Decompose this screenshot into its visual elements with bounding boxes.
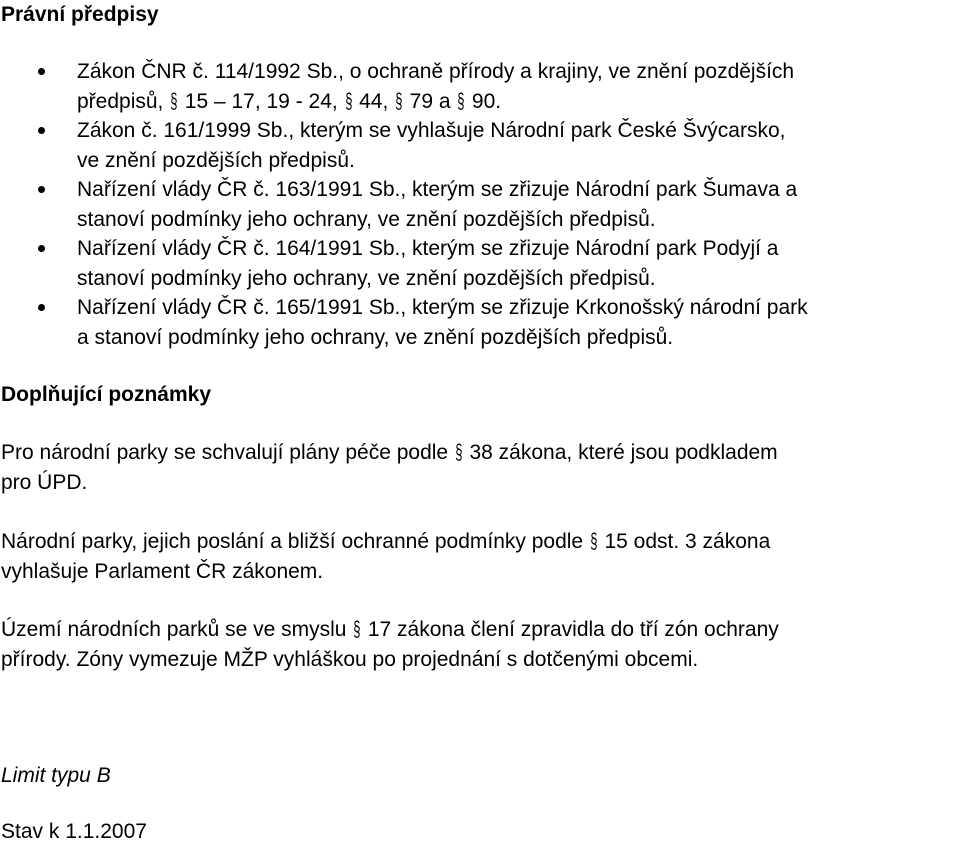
- note-text: vyhlašuje Parlament ČR zákonem.: [1, 559, 324, 583]
- list-item-line: stanoví podmínky jeho ochrany, ve znění pozdějších předpisů.: [77, 266, 656, 290]
- section-title-notes: Doplňující poznámky: [1, 383, 212, 406]
- list-item-fragment: 90.: [471, 89, 502, 113]
- list-item-line: Zákon ČNR č. 114/1992 Sb., o ochraně přírody a krajiny, ve znění pozdějších: [77, 60, 795, 83]
- note-text: pro ÚPD.: [1, 470, 88, 494]
- list-item-line: Nařízení vlády ČR č. 163/1991 Sb., kterým se zřizuje Národní park Šumava a: [77, 178, 798, 201]
- list-item: [0, 234, 960, 293]
- list-item-fragment: 79 a: [409, 89, 451, 113]
- limit-type-label: Limit typu B: [1, 764, 111, 787]
- bullet-icon: [38, 304, 45, 311]
- list-item-line: stanoví podmínky jeho ochrany, ve znění pozdějších předpisů.: [77, 207, 656, 231]
- note-paragraph: [1, 527, 770, 586]
- list-item-line: Zákon č. 161/1999 Sb., kterým se vyhlašuje Národní park České Švýcarsko,: [77, 119, 786, 142]
- note-text: Národní parky, jejich poslání a bližší ochranné podmínky podle: [1, 530, 584, 553]
- section-sign: §: [590, 530, 598, 553]
- bullet-icon: [38, 68, 45, 75]
- section-sign: §: [353, 618, 361, 641]
- section-sign: §: [395, 89, 403, 113]
- list-item-line: a stanoví podmínky jeho ochrany, ve znění pozdějších předpisů.: [77, 325, 674, 349]
- note-paragraph: [1, 615, 779, 674]
- list-item: [0, 57, 960, 116]
- note-paragraph: [1, 438, 778, 497]
- section-sign: §: [170, 89, 178, 113]
- note-text: 15 odst. 3 zákona: [604, 530, 771, 553]
- bullet-icon: [38, 245, 45, 252]
- list-item: [0, 116, 960, 175]
- section-sign: §: [457, 89, 465, 113]
- list-item-line: Nařízení vlády ČR č. 164/1991 Sb., kterým se zřizuje Národní park Podyjí a: [77, 237, 779, 260]
- note-text: Pro národní parky se schvalují plány péče podle: [1, 441, 449, 464]
- list-item-line: předpisů,: [77, 89, 164, 113]
- note-text: 17 zákona člení zpravidla do tří zón ochrany: [367, 618, 779, 641]
- section-sign: §: [455, 441, 463, 464]
- status-date-label: Stav k 1.1.2007: [1, 820, 147, 843]
- list-item-fragment: 44,: [359, 89, 389, 113]
- note-text: přírody. Zóny vymezuje MŽP vyhláškou po projednání s dotčenými obcemi.: [1, 647, 699, 671]
- note-text: 38 zákona, které jsou podkladem: [469, 441, 778, 464]
- bullet-icon: [38, 186, 45, 193]
- list-item: [0, 293, 960, 352]
- bullet-icon: [38, 127, 45, 134]
- section-sign: §: [344, 89, 353, 113]
- note-text: Území národních parků se ve smyslu: [1, 618, 347, 641]
- section-title-legal: Právní předpisy: [1, 3, 159, 26]
- list-item: [0, 175, 960, 234]
- list-item-line: Nařízení vlády ČR č. 165/1991 Sb., kterým se zřizuje Krkonošský národní park: [77, 296, 808, 319]
- legal-regulations-list: [0, 57, 960, 352]
- list-item-line: ve znění pozdějších předpisů.: [77, 148, 355, 172]
- list-item-fragment: 15 – 17, 19 - 24,: [184, 89, 338, 113]
